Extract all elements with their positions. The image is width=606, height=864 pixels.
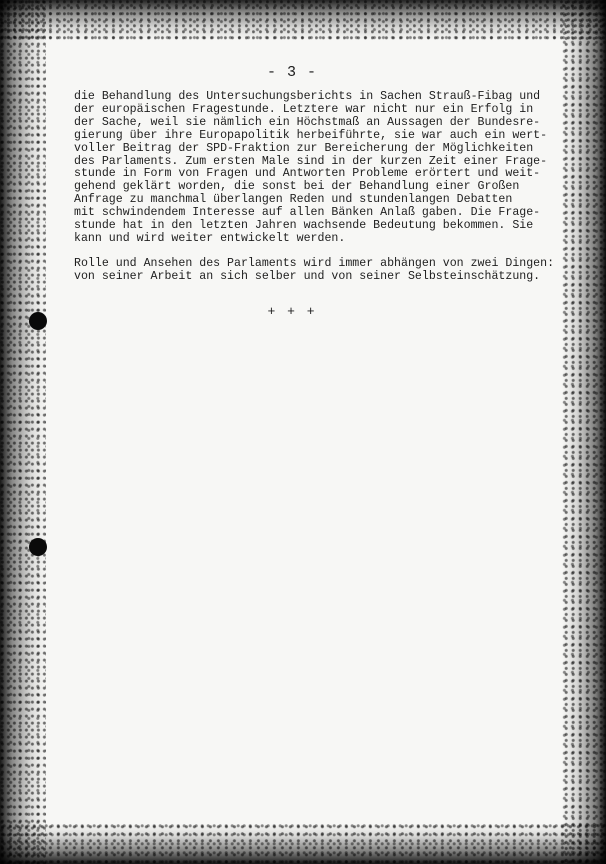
text-line: die Behandlung des Untersuchungsberichts in Sachen Strauß-Fibag und [74,90,541,103]
text-line: Anfrage zu manchmal überlangen Reden und stundenlangen Debatten [74,193,513,207]
paragraph [74,90,548,246]
photocopy-edge-left [0,0,46,864]
text-line: des Parlaments. Zum ersten Male sind in der kurzen Zeit einer Frage- [74,154,548,168]
text-line: gehend geklärt worden, die sonst bei der Behandlung einer Großen [74,180,520,194]
text-line: Rolle und Ansehen des Parlaments wird immer abhängen von zwei Dingen: [74,256,555,270]
text-line: kann und wird weiter entwickelt werden. [74,231,346,245]
photocopy-edge-right [562,0,606,864]
text-line: von seiner Arbeit an sich selber und von seiner Selbsteinschätzung. [74,269,541,283]
photocopy-edge-bottom [0,824,606,864]
text-line: mit schwindendem Interesse auf allen Bänken Anlaß gaben. Die Frage- [74,206,541,220]
paragraph [74,256,555,284]
body-text [74,90,555,284]
punch-hole-lower [29,538,47,556]
text-line: stunde hat in den letzten Jahren wachsende Bedeutung bekommen. Sie [74,219,534,233]
photocopy-edge-top [0,0,606,40]
text-line: gierung über ihre Europapolitik herbeiführte, sie war auch ein wert- [74,128,548,142]
punch-hole-upper [29,312,47,330]
text-line: stunde in Form von Fragen und Antworten Probleme erörtert und weit- [74,167,541,181]
section-separator: + + + [267,304,317,319]
text-line: der europäischen Fragestunde. Letztere war nicht nur ein Erfolg in [74,102,534,116]
text-line: der Sache, weil sie nämlich ein Höchstmaß an Aussagen der Bundesre- [74,115,541,129]
text-line: voller Beitrag der SPD-Fraktion zur Bereicherung der Möglichkeiten [74,141,534,155]
page-number: - 3 - [266,64,317,81]
